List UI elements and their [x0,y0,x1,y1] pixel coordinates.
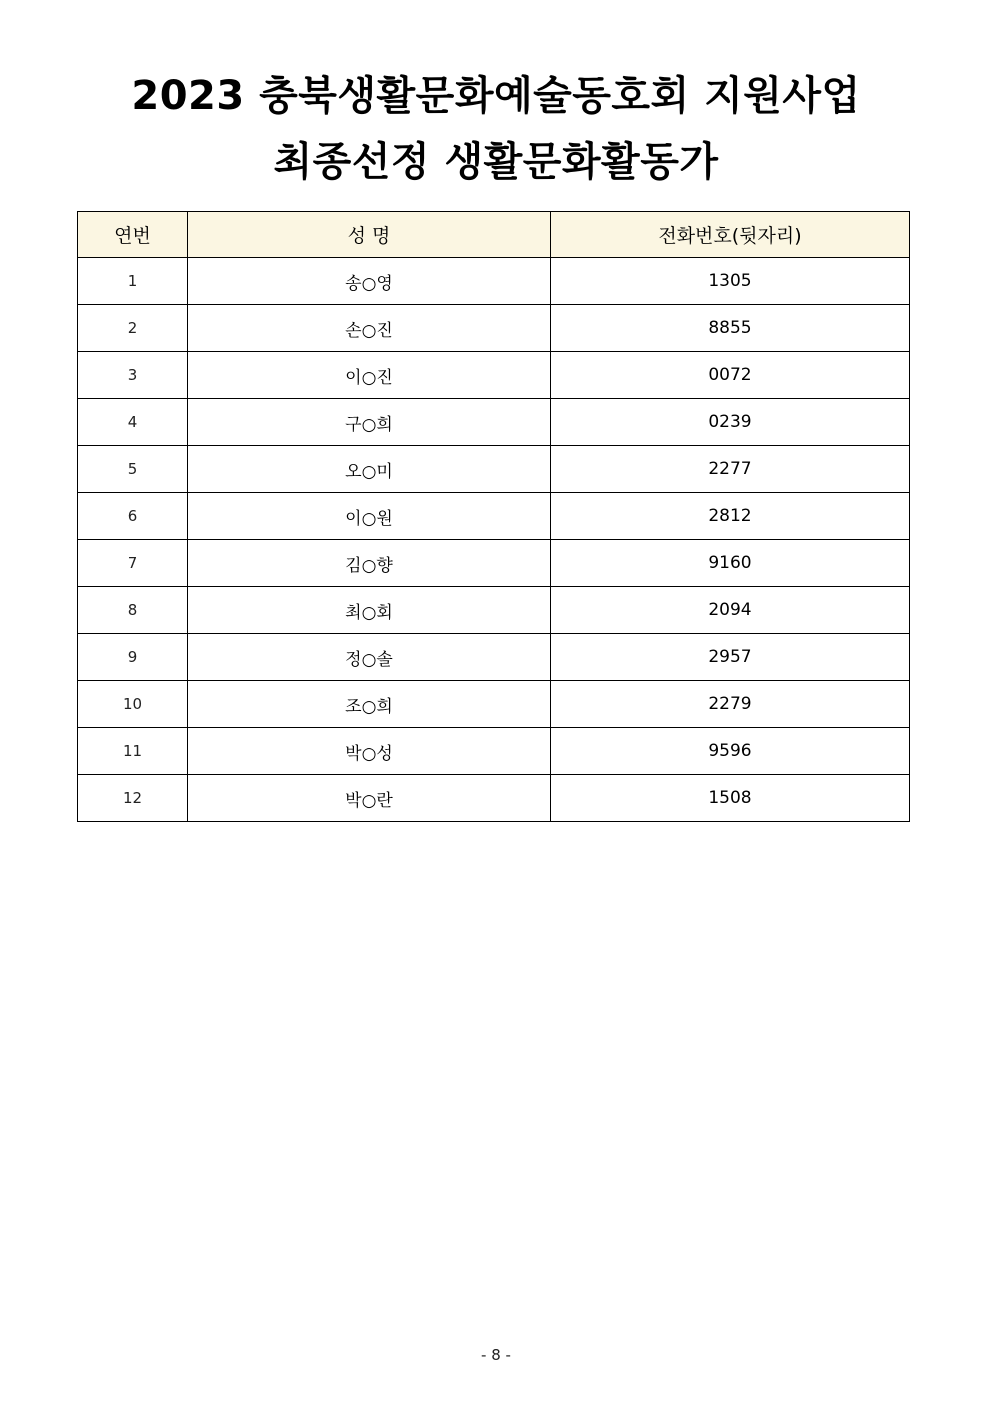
cell-phone: 1508 [551,775,910,822]
cell-name: 손○진 [188,305,551,352]
header-serial-number: 연번 [78,212,188,258]
cell-name: 구○희 [188,399,551,446]
cell-serial-number: 2 [78,305,188,352]
cell-serial-number: 8 [78,587,188,634]
selected-activists-table [77,211,910,822]
table-row [78,775,910,822]
cell-serial-number: 6 [78,493,188,540]
cell-serial-number: 3 [78,352,188,399]
cell-phone: 2094 [551,587,910,634]
table-header [78,212,910,258]
cell-phone: 0239 [551,399,910,446]
cell-phone: 2277 [551,446,910,493]
cell-phone: 0072 [551,352,910,399]
header-phone-last-digits: 전화번호(뒷자리) [551,212,910,258]
table-row [78,399,910,446]
cell-serial-number: 11 [78,728,188,775]
table-row [78,493,910,540]
cell-serial-number: 5 [78,446,188,493]
table-header-row [78,212,910,258]
cell-phone: 9160 [551,540,910,587]
cell-serial-number: 12 [78,775,188,822]
table-row [78,446,910,493]
cell-phone: 8855 [551,305,910,352]
cell-name: 최○회 [188,587,551,634]
table-row [78,634,910,681]
header-name: 성 명 [188,212,551,258]
cell-serial-number: 9 [78,634,188,681]
cell-phone: 1305 [551,258,910,305]
table-row [78,258,910,305]
cell-name: 김○향 [188,540,551,587]
table-row [78,540,910,587]
table-row [78,728,910,775]
cell-name: 이○원 [188,493,551,540]
cell-name: 이○진 [188,352,551,399]
cell-serial-number: 4 [78,399,188,446]
table-row [78,352,910,399]
page-number: - 8 - [481,1346,511,1364]
cell-serial-number: 10 [78,681,188,728]
document-title-line1: 2023 충북생활문화예술동호회 지원사업 [131,73,861,119]
table-row [78,587,910,634]
cell-name: 정○솔 [188,634,551,681]
cell-phone: 9596 [551,728,910,775]
cell-name: 송○영 [188,258,551,305]
table-row [78,681,910,728]
document-title-line2: 최종선정 생활문화활동가 [273,139,719,185]
cell-phone: 2812 [551,493,910,540]
cell-serial-number: 7 [78,540,188,587]
table-body [78,258,910,822]
cell-name: 박○성 [188,728,551,775]
cell-name: 박○란 [188,775,551,822]
table-row [78,305,910,352]
cell-name: 조○희 [188,681,551,728]
cell-serial-number: 1 [78,258,188,305]
cell-phone: 2279 [551,681,910,728]
cell-name: 오○미 [188,446,551,493]
cell-phone: 2957 [551,634,910,681]
